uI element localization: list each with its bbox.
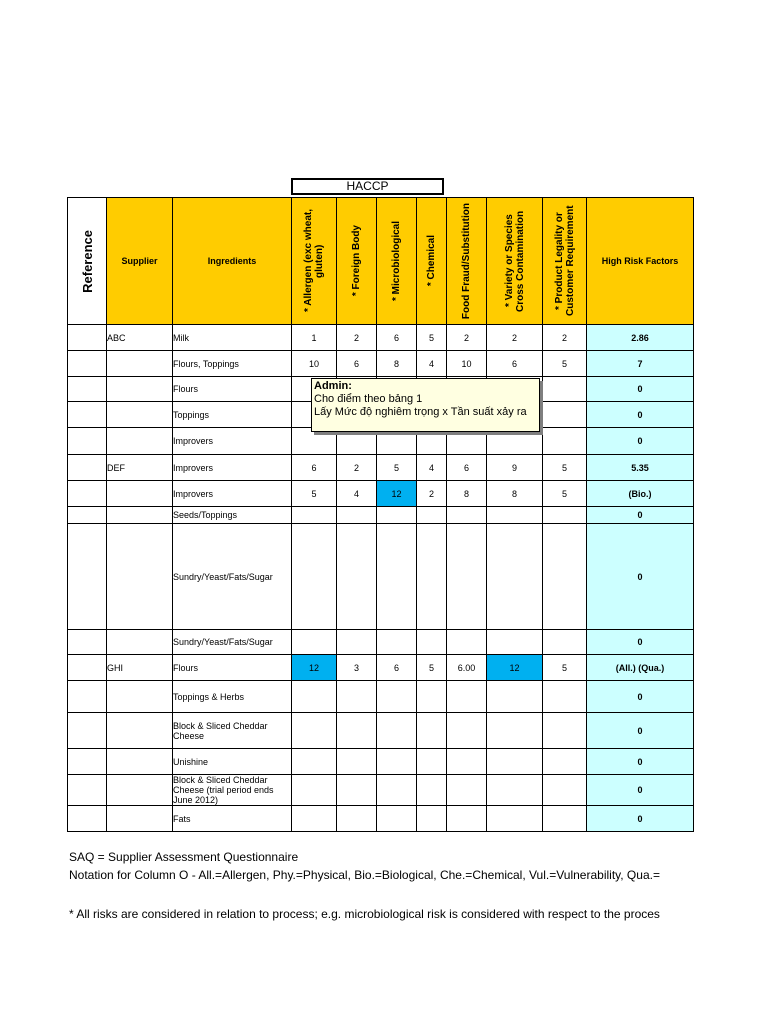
foreign-cell: 6 bbox=[337, 351, 377, 377]
table-row bbox=[68, 455, 694, 481]
reference-cell bbox=[68, 775, 107, 806]
ingredient-cell: Fats bbox=[173, 806, 292, 832]
haccp-label: HACCP bbox=[291, 178, 444, 195]
allergen-cell bbox=[292, 806, 337, 832]
chem-cell bbox=[417, 524, 447, 630]
header-foreign-body: * Foreign Body bbox=[337, 198, 377, 325]
supplier-cell bbox=[107, 402, 173, 428]
reference-cell bbox=[68, 713, 107, 749]
reference-cell bbox=[68, 481, 107, 507]
fraud-cell bbox=[447, 775, 487, 806]
table-row bbox=[68, 351, 694, 377]
allergen-cell bbox=[292, 775, 337, 806]
allergen-cell: 6 bbox=[292, 455, 337, 481]
legal-cell: 5 bbox=[543, 455, 587, 481]
legal-cell: 5 bbox=[543, 655, 587, 681]
fraud-cell: 6.00 bbox=[447, 655, 487, 681]
high-risk-cell: (Bio.) bbox=[587, 481, 694, 507]
foreign-cell bbox=[337, 775, 377, 806]
header-microbiological: * Microbiological bbox=[377, 198, 417, 325]
table-row bbox=[68, 630, 694, 655]
footnote: * All risks are considered in relation to process; e.g. microbiological risk is considered with respect to the proces bbox=[69, 907, 660, 921]
header-chemical: * Chemical bbox=[417, 198, 447, 325]
high-risk-cell: 0 bbox=[587, 428, 694, 455]
supplier-cell: DEF bbox=[107, 455, 173, 481]
header-food-fraud: Food Fraud/Substitution bbox=[447, 198, 487, 325]
allergen-cell bbox=[292, 681, 337, 713]
variety-cell: 9 bbox=[487, 455, 543, 481]
variety-cell bbox=[487, 775, 543, 806]
fraud-cell bbox=[447, 524, 487, 630]
allergen-cell: 1 bbox=[292, 325, 337, 351]
risk-assessment-table bbox=[67, 197, 694, 832]
micro-cell bbox=[377, 775, 417, 806]
legal-cell bbox=[543, 681, 587, 713]
ingredient-cell: Milk bbox=[173, 325, 292, 351]
saq-note: SAQ = Supplier Assessment Questionnaire bbox=[69, 850, 299, 864]
variety-cell bbox=[487, 806, 543, 832]
micro-cell bbox=[377, 630, 417, 655]
table-row bbox=[68, 681, 694, 713]
header-ingredients: Ingredients bbox=[173, 198, 292, 325]
legal-cell bbox=[543, 428, 587, 455]
fraud-cell: 6 bbox=[447, 455, 487, 481]
table-row bbox=[68, 507, 694, 524]
ingredient-cell: Seeds/Toppings bbox=[173, 507, 292, 524]
fraud-cell bbox=[447, 806, 487, 832]
legal-cell bbox=[543, 775, 587, 806]
legal-cell: 2 bbox=[543, 325, 587, 351]
table-row bbox=[68, 713, 694, 749]
micro-cell: 8 bbox=[377, 351, 417, 377]
high-risk-cell: 2.86 bbox=[587, 325, 694, 351]
foreign-cell: 4 bbox=[337, 481, 377, 507]
chem-cell bbox=[417, 749, 447, 775]
legal-cell bbox=[543, 630, 587, 655]
reference-cell bbox=[68, 455, 107, 481]
high-risk-cell: 0 bbox=[587, 377, 694, 402]
fraud-cell bbox=[447, 507, 487, 524]
header-reference: Reference bbox=[68, 198, 107, 325]
supplier-cell bbox=[107, 806, 173, 832]
high-risk-cell: 0 bbox=[587, 524, 694, 630]
high-risk-cell: 0 bbox=[587, 402, 694, 428]
ingredient-cell: Block & Sliced Cheddar Cheese (trial period ends June 2012) bbox=[173, 775, 292, 806]
chem-cell bbox=[417, 507, 447, 524]
comment-author: Admin: bbox=[314, 380, 352, 392]
foreign-cell bbox=[337, 524, 377, 630]
table-row bbox=[68, 481, 694, 507]
header-product-legality: * Product Legality or Customer Requirement bbox=[543, 198, 587, 325]
supplier-cell bbox=[107, 428, 173, 455]
chem-cell: 4 bbox=[417, 351, 447, 377]
ingredient-cell: Sundry/Yeast/Fats/Sugar bbox=[173, 524, 292, 630]
supplier-cell bbox=[107, 377, 173, 402]
high-risk-cell: 7 bbox=[587, 351, 694, 377]
legal-cell: 5 bbox=[543, 351, 587, 377]
supplier-cell bbox=[107, 630, 173, 655]
reference-cell bbox=[68, 325, 107, 351]
micro-cell: 6 bbox=[377, 325, 417, 351]
foreign-cell: 2 bbox=[337, 455, 377, 481]
chem-cell bbox=[417, 775, 447, 806]
reference-cell bbox=[68, 428, 107, 455]
table-row bbox=[68, 524, 694, 630]
notation-note: Notation for Column O - All.=Allergen, Phy.=Physical, Bio.=Biological, Che.=Chemical, Vul.=Vulnerability, Qua.= bbox=[69, 868, 660, 882]
foreign-cell bbox=[337, 507, 377, 524]
chem-cell: 5 bbox=[417, 655, 447, 681]
reference-cell bbox=[68, 524, 107, 630]
legal-cell bbox=[543, 749, 587, 775]
allergen-cell: 5 bbox=[292, 481, 337, 507]
high-risk-cell: 0 bbox=[587, 806, 694, 832]
fraud-cell: 8 bbox=[447, 481, 487, 507]
variety-cell bbox=[487, 681, 543, 713]
ingredient-cell: Toppings & Herbs bbox=[173, 681, 292, 713]
header-allergen: * Allergen (exc wheat, gluten) bbox=[292, 198, 337, 325]
ingredient-cell: Improvers bbox=[173, 428, 292, 455]
variety-cell bbox=[487, 524, 543, 630]
foreign-cell: 2 bbox=[337, 325, 377, 351]
allergen-cell: 12 bbox=[292, 655, 337, 681]
micro-cell: 6 bbox=[377, 655, 417, 681]
supplier-cell bbox=[107, 775, 173, 806]
fraud-cell bbox=[447, 681, 487, 713]
supplier-cell bbox=[107, 681, 173, 713]
variety-cell: 8 bbox=[487, 481, 543, 507]
chem-cell bbox=[417, 806, 447, 832]
variety-cell bbox=[487, 507, 543, 524]
reference-cell bbox=[68, 507, 107, 524]
fraud-cell: 2 bbox=[447, 325, 487, 351]
legal-cell bbox=[543, 402, 587, 428]
chem-cell: 5 bbox=[417, 325, 447, 351]
comment-line-1: Cho điểm theo bảng 1 bbox=[314, 393, 423, 405]
high-risk-cell: 0 bbox=[587, 713, 694, 749]
variety-cell bbox=[487, 630, 543, 655]
high-risk-cell: 0 bbox=[587, 507, 694, 524]
comment-line-2: Lấy Mức độ nghiêm trọng x Tần suất xảy ra bbox=[314, 406, 527, 418]
table-row bbox=[68, 775, 694, 806]
reference-cell bbox=[68, 377, 107, 402]
table-row bbox=[68, 325, 694, 351]
variety-cell: 6 bbox=[487, 351, 543, 377]
high-risk-cell: (All.) (Qua.) bbox=[587, 655, 694, 681]
ingredient-cell: Improvers bbox=[173, 481, 292, 507]
micro-cell bbox=[377, 713, 417, 749]
variety-cell: 12 bbox=[487, 655, 543, 681]
high-risk-cell: 0 bbox=[587, 681, 694, 713]
fraud-cell: 10 bbox=[447, 351, 487, 377]
chem-cell bbox=[417, 713, 447, 749]
high-risk-cell: 5.35 bbox=[587, 455, 694, 481]
allergen-cell bbox=[292, 713, 337, 749]
micro-cell bbox=[377, 806, 417, 832]
table-row bbox=[68, 806, 694, 832]
micro-cell bbox=[377, 507, 417, 524]
variety-cell: 2 bbox=[487, 325, 543, 351]
micro-cell: 5 bbox=[377, 455, 417, 481]
table-row bbox=[68, 749, 694, 775]
legal-cell bbox=[543, 507, 587, 524]
header-row bbox=[68, 198, 694, 325]
legal-cell bbox=[543, 377, 587, 402]
ingredient-cell: Unishine bbox=[173, 749, 292, 775]
micro-cell: 12 bbox=[377, 481, 417, 507]
chem-cell bbox=[417, 681, 447, 713]
table-row bbox=[68, 655, 694, 681]
supplier-cell bbox=[107, 524, 173, 630]
fraud-cell bbox=[447, 749, 487, 775]
ingredient-cell: Improvers bbox=[173, 455, 292, 481]
fraud-cell bbox=[447, 630, 487, 655]
ingredient-cell: Flours bbox=[173, 377, 292, 402]
header-variety: * Variety or Species Cross Contamination bbox=[487, 198, 543, 325]
high-risk-cell: 0 bbox=[587, 630, 694, 655]
allergen-cell bbox=[292, 749, 337, 775]
foreign-cell bbox=[337, 713, 377, 749]
foreign-cell bbox=[337, 749, 377, 775]
reference-cell bbox=[68, 402, 107, 428]
reference-cell bbox=[68, 351, 107, 377]
variety-cell bbox=[487, 713, 543, 749]
ingredient-cell: Flours bbox=[173, 655, 292, 681]
high-risk-cell: 0 bbox=[587, 749, 694, 775]
chem-cell bbox=[417, 630, 447, 655]
header-high-risk: High Risk Factors bbox=[587, 198, 694, 325]
reference-cell bbox=[68, 655, 107, 681]
micro-cell bbox=[377, 524, 417, 630]
supplier-cell bbox=[107, 749, 173, 775]
legal-cell bbox=[543, 524, 587, 630]
foreign-cell bbox=[337, 630, 377, 655]
supplier-cell bbox=[107, 351, 173, 377]
supplier-cell bbox=[107, 713, 173, 749]
ingredient-cell: Block & Sliced Cheddar Cheese bbox=[173, 713, 292, 749]
high-risk-cell: 0 bbox=[587, 775, 694, 806]
reference-cell bbox=[68, 681, 107, 713]
micro-cell bbox=[377, 681, 417, 713]
allergen-cell: 10 bbox=[292, 351, 337, 377]
ingredient-cell: Flours, Toppings bbox=[173, 351, 292, 377]
allergen-cell bbox=[292, 630, 337, 655]
legal-cell: 5 bbox=[543, 481, 587, 507]
supplier-cell bbox=[107, 481, 173, 507]
foreign-cell bbox=[337, 681, 377, 713]
legal-cell bbox=[543, 806, 587, 832]
supplier-cell: ABC bbox=[107, 325, 173, 351]
reference-cell bbox=[68, 749, 107, 775]
allergen-cell bbox=[292, 507, 337, 524]
ingredient-cell: Toppings bbox=[173, 402, 292, 428]
header-supplier: Supplier bbox=[107, 198, 173, 325]
variety-cell bbox=[487, 749, 543, 775]
reference-cell bbox=[68, 630, 107, 655]
fraud-cell bbox=[447, 713, 487, 749]
supplier-cell bbox=[107, 507, 173, 524]
supplier-cell: GHI bbox=[107, 655, 173, 681]
legal-cell bbox=[543, 713, 587, 749]
allergen-cell bbox=[292, 524, 337, 630]
micro-cell bbox=[377, 749, 417, 775]
ingredient-cell: Sundry/Yeast/Fats/Sugar bbox=[173, 630, 292, 655]
foreign-cell: 3 bbox=[337, 655, 377, 681]
foreign-cell bbox=[337, 806, 377, 832]
chem-cell: 2 bbox=[417, 481, 447, 507]
reference-cell bbox=[68, 806, 107, 832]
cell-comment bbox=[311, 378, 540, 432]
chem-cell: 4 bbox=[417, 455, 447, 481]
